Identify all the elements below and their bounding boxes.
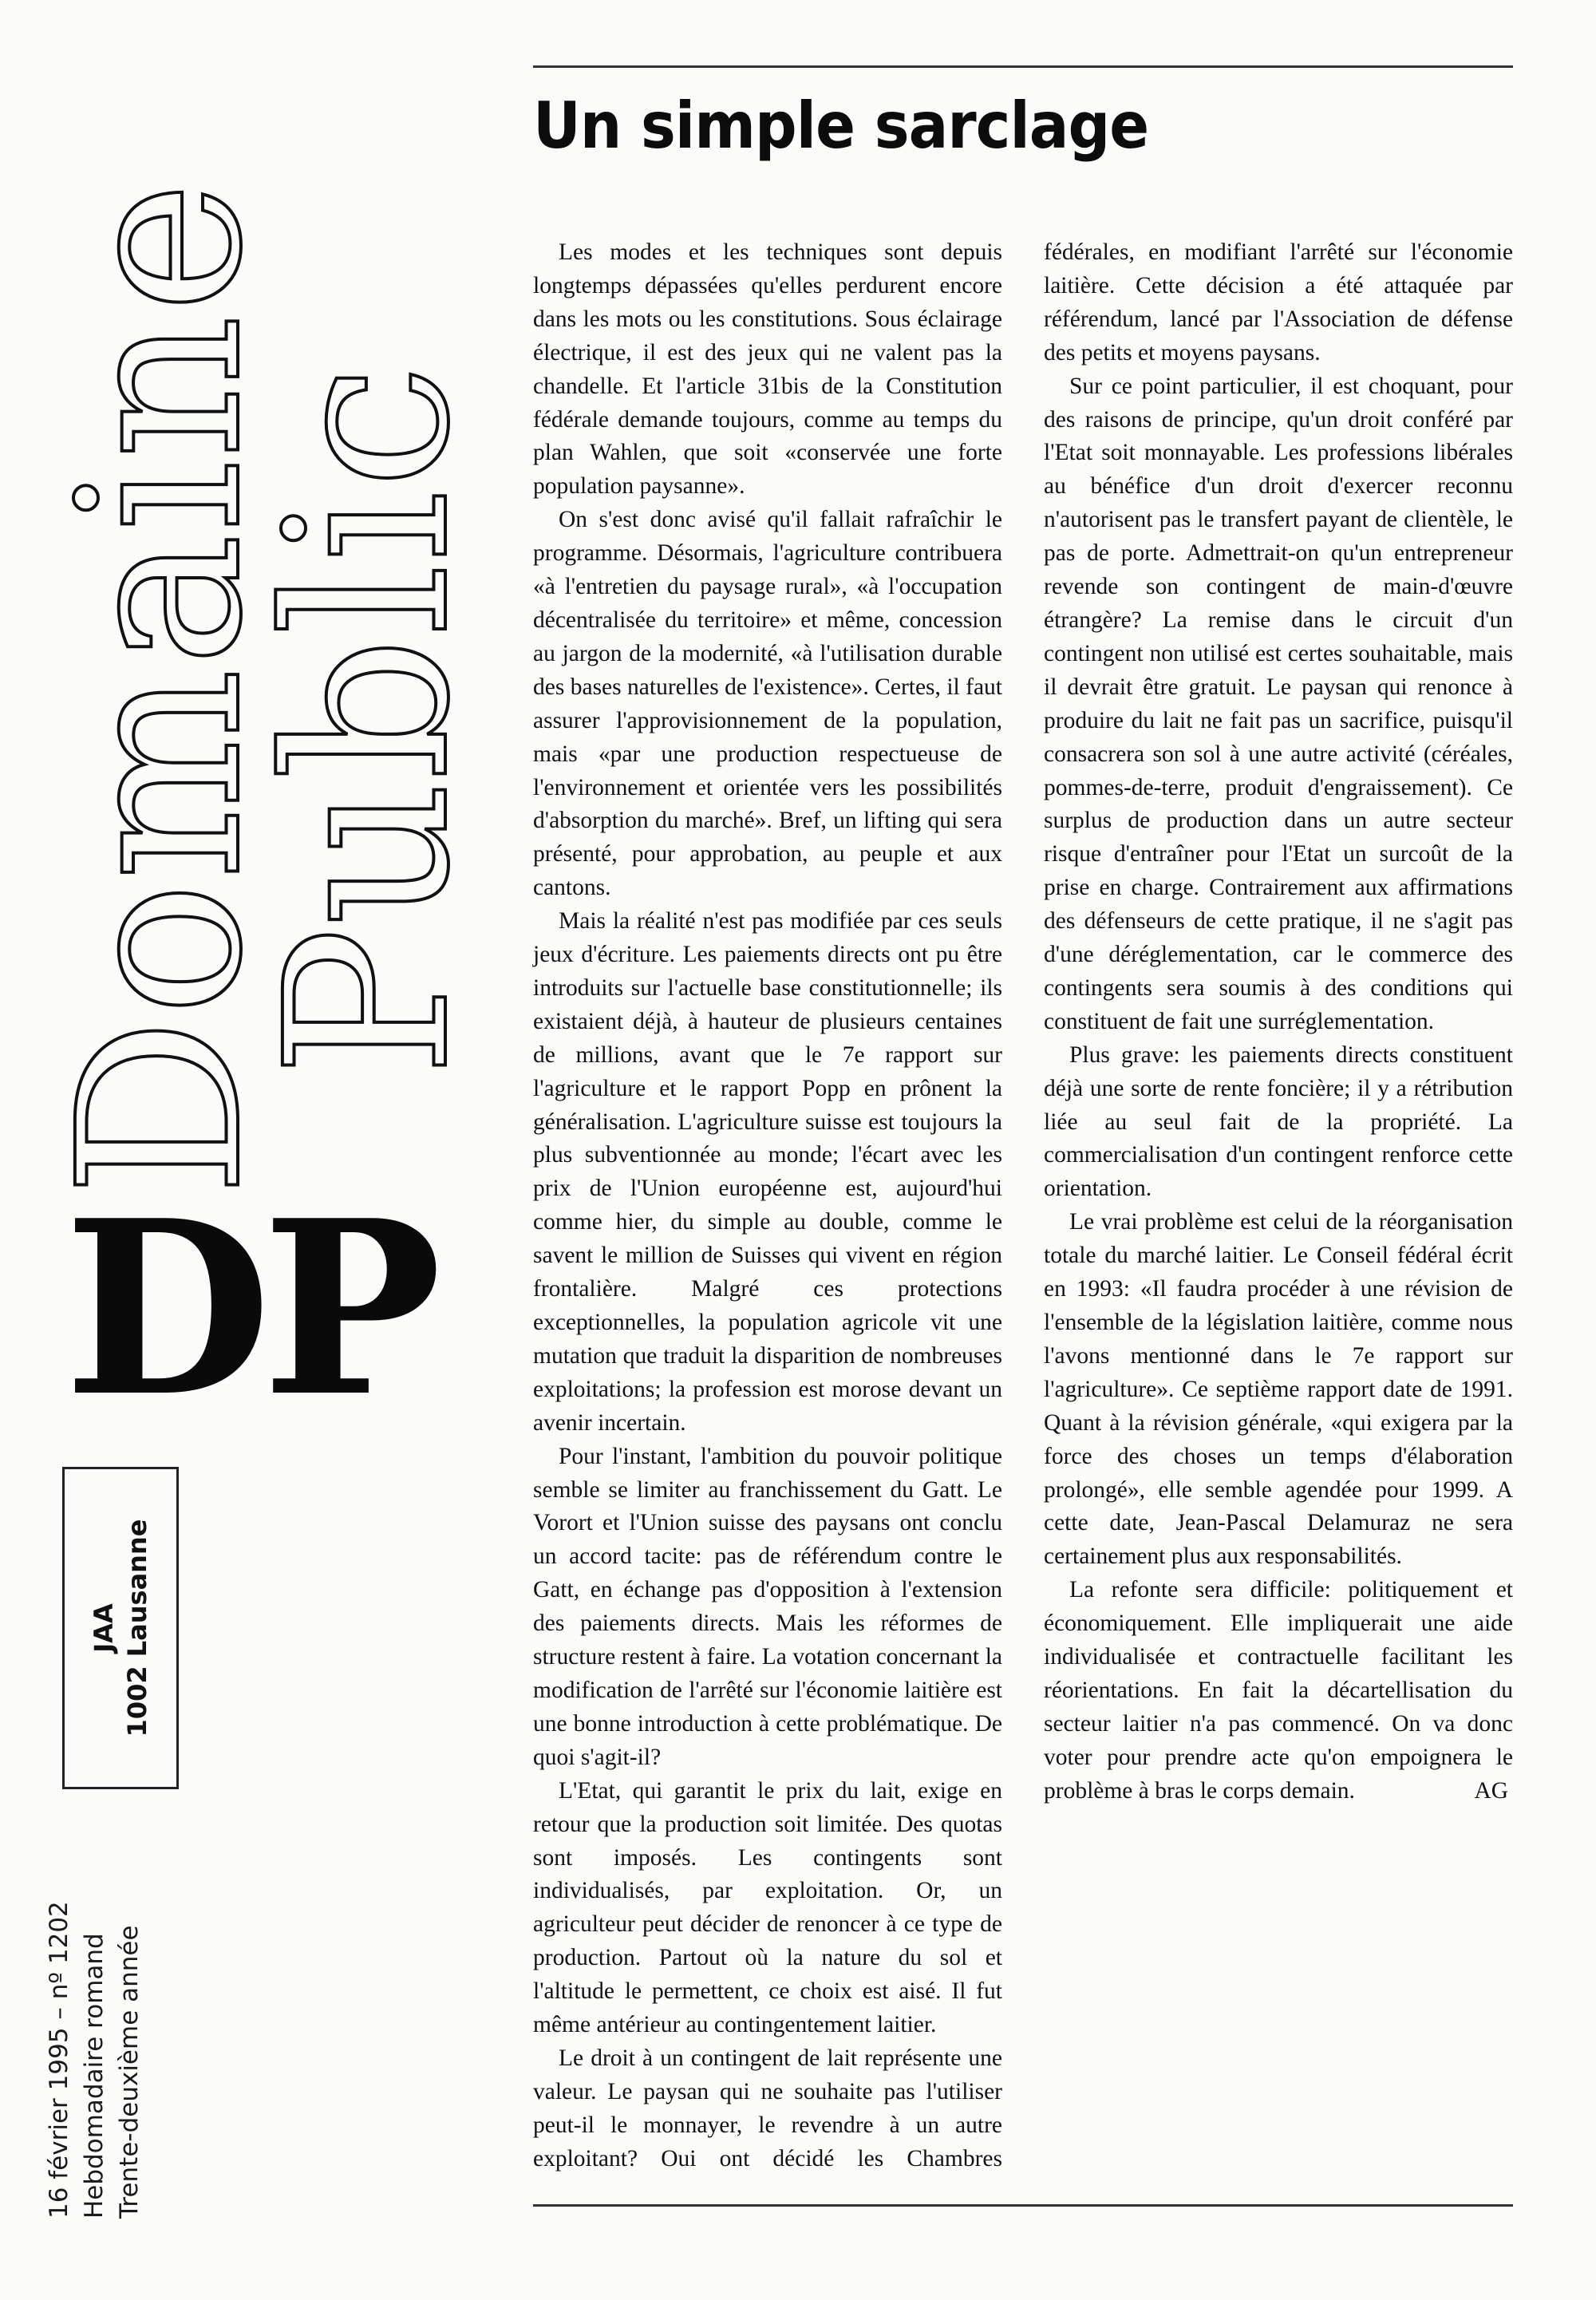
top-rule: [533, 65, 1513, 68]
bottom-rule: [533, 2204, 1513, 2207]
masthead-line-domaine: Domaine: [31, 179, 291, 1197]
paragraph-2: On s'est donc avisé qu'il fallait rafraîchir le programme. Désormais, l'agriculture contribuera «à l'entretien du paysage rural», «à l'occupation décentralisée du territoire» et même, concession au jargon de la modernité, «à l'utilisation durable des bases naturelles de l'existence». Certes, il faut assurer l'approvisionnement de la population, mais «par une production respectueuse de l'environnement et orientée vers les possibilités d'absorption du marché». Bref, un lifting qui sera présenté, pour approbation, au peuple et aux cantons.: [533, 507, 1002, 901]
sidebar: [0, 0, 527, 2300]
paragraph-6: Le droit à un contingent de lait représente une valeur. Le paysan qui ne souhaite pas l'utiliser peut-il le monnayer, le revendre à un autre exploitant? Oui ont décidé les Chambres fédérales, en modifiant l'arrêté sur l'économie laitière. Cette décision a été attaquée par référendum, lancé par l'Association de défense des petits et moyens paysans.: [533, 239, 1513, 2172]
postal-box: [62, 1467, 179, 1789]
paragraph-3: Mais la réalité n'est pas modifiée par ces seuls jeux d'écriture. Les paiements directs ont pu être introduits sur l'actuelle base constitutionnelle; ils existaient déjà, à hauteur de plusieurs centaines de millions, avant que le 7e rapport sur l'agriculture et le rapport Popp en prônent la généralisation. L'agriculture suisse est toujours la plus subventionnée au monde; l'écart avec les prix de l'Union européenne est, aujourd'hui comme hier, du simple au double, comme le savent le million de Suisses qui vivent en région frontalière. Malgré ces protections exceptionnelles, la population agricole vit une mutation que traduit la disparition de nombreuses exploitations; la profession est morose devant un avenir incertain.: [533, 908, 1002, 1436]
postal-line-2: 1002 Lausanne: [122, 1519, 152, 1737]
paragraph-4: Pour l'instant, l'ambition du pouvoir politique semble se limiter au franchissement du Gatt. Le Vorort et l'Union suisse des paysans ont conclu un accord tacite: pas de référendum contre le Gatt, en échange pas d'opposition à l'extension des paiements directs. Mais les réformes de structure restent à faire. La votation concernant la modification de l'arrêté sur l'économie laitière est une bonne introduction à cette problématique. De quoi s'agit-il?: [533, 1443, 1002, 1770]
paragraph-10: [1044, 1574, 1513, 1808]
masthead-initials: DP: [64, 1168, 433, 1449]
paragraph-10-text: La refonte sera difficile: politiquement et économiquement. Elle impliquerait une aide individualisée et contractuelle facilitant les réorientations. En fait la décartellisation du secteur laitier n'a pas commencé. On va donc voter pour prendre acte qu'on empoignera le problème à bras le corps demain.: [1044, 1577, 1513, 1804]
article-title: Un simple sarclage: [533, 89, 1149, 163]
paragraph-9: Le vrai problème est celui de la réorganisation totale du marché laitier. Le Conseil fédéral écrit en 1993: «Il faudra procéder à une révision de l'ensemble de la législation laitière, comme nous l'avons mentionné dans le 7e rapport sur l'agriculture». Ce septième rapport date de 1991. Quant à la révision générale, «qui exigera par la force des choses un temps d'élaboration prolongé», elle semble agendée pour 1999. A cette date, Jean-Pascal Delamuraz ne sera certainement plus aux responsabilités.: [1044, 1209, 1513, 1570]
masthead-line-public: Public: [239, 362, 499, 1077]
issue-year: Trente-deuxième année: [115, 1925, 144, 2219]
postal-line-1: JAA: [89, 1603, 119, 1653]
issue-type: Hebdomadaire romand: [80, 1933, 109, 2219]
paragraph-7: Sur ce point particulier, il est choquant, pour des raisons de principe, qu'un droit conféré par l'Etat soit monnayable. Les professions libérales au bénéfice d'un droit d'exercer reconnu n'autorisent pas le transfert payant de clientèle, le pas de porte. Admettrait-on qu'un entrepreneur revende son contingent de main-d'œuvre étrangère? La remise dans le circuit d'un contingent non utilisé est certes souhaitable, mais il devrait être gratuit. Le paysan qui renonce à produire du lait ne fait pas un sacrifice, puisqu'il consacrera son sol à une autre activité (céréales, pommes-de-terre, produit d'engraissement). Ce surplus de production dans un autre secteur risque d'entraîner pour l'Etat un surcoût de la prise en charge. Contrairement aux affirmations des défenseurs de cette pratique, il ne s'agit pas d'une déréglementation, car le commerce des contingents sera soumis à des conditions qui constituent de fait une surréglementation.: [1044, 373, 1513, 1034]
article-body: [533, 236, 1513, 2183]
masthead-title: [31, 48, 499, 1197]
author-signature: AG: [1474, 1777, 1508, 1804]
paragraph-5: L'Etat, qui garantit le prix du lait, exige en retour que la production soit limitée. Des quotas sont imposés. Les contingents sont individualisés, par exploitation. Or, un agriculteur peut décider de renoncer à ce type de production. Partout où la nature du sol et l'altitude le permettent, ce choix est aisé. Il fut même antérieur au contingentement laitier.: [533, 1777, 1002, 2038]
issue-date: 16 février 1995 – nº 1202: [45, 1901, 73, 2219]
paragraph-8: Plus grave: les paiements directs constituent déjà une sorte de rente foncière; il y a rétribution liée au seul fait de la propriété. La commercialisation d'un contingent renforce cette orientation.: [1044, 1041, 1513, 1202]
paragraph-1: Les modes et les techniques sont depuis longtemps dépassées qu'elles perdurent encore dans les mots ou les constitutions. Sous éclairage électrique, il est des jeux qui ne valent pas la chandelle. Et l'article 31bis de la Constitution fédérale demande toujours, comme au temps du plan Wahlen, que soit «conservée une forte population paysanne».: [533, 239, 1002, 500]
issue-info: [41, 1875, 177, 2219]
